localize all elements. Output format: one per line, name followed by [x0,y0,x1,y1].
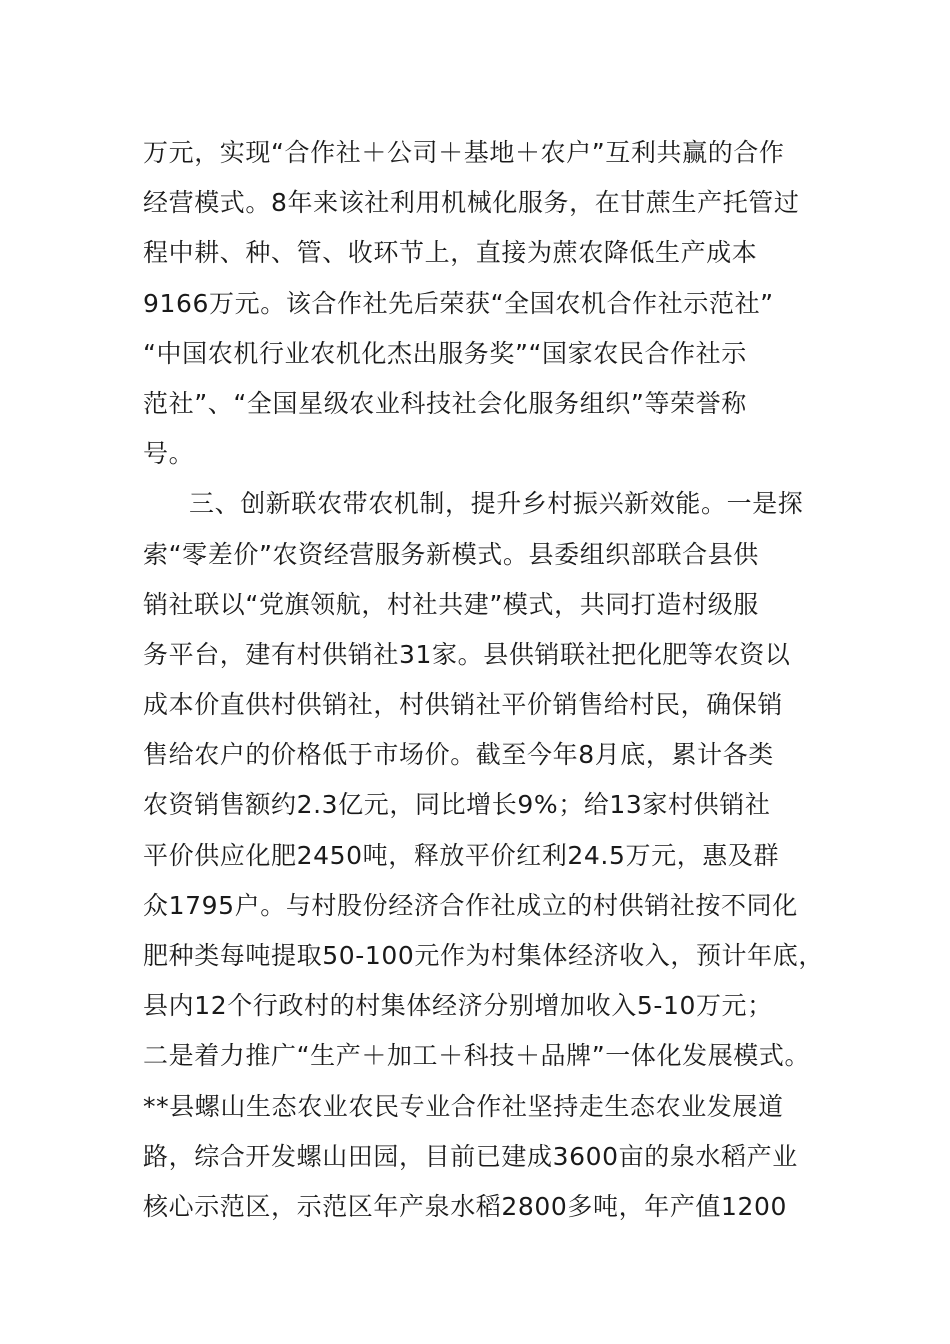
body-text [143,128,833,1232]
text-line: 平价供应化肥2450吨，释放平价红利24.5万元，惠及群 [143,840,780,870]
text-line: 众1795户。与村股份经济合作社成立的村供销社按不同化 [143,890,798,920]
section-heading-line: 三、创新联农带农机制，提升乡村振兴新效能。一是探 [189,489,804,519]
text-line: 核心示范区，示范区年产泉水稻2800多吨，年产值1200 [143,1191,788,1221]
text-line: 务平台，建有村供销社31家。县供销联社把化肥等农资以 [143,639,791,669]
text-line: 经营模式。8年来该社利用机械化服务，在甘蔗生产托管过 [143,188,800,218]
text-line: 号。 [143,439,195,469]
text-line: 农资销售额约2.3亿元，同比增长9%；给13家村供销社 [143,790,771,820]
text-line: 售给农户的价格低于市场价。截至今年8月底，累计各类 [143,740,774,770]
text-line: 二是着力推广“生产＋加工＋科技＋品牌”一体化发展模式。 [143,1041,811,1071]
text-line: **县螺山生态农业农民专业合作社坚持走生态农业发展道 [143,1091,784,1121]
text-line: 成本价直供村供销社，村供销社平价销售给村民，确保销 [143,690,784,720]
text-line: 路，综合开发螺山田园，目前已建成3600亩的泉水稻产业 [143,1141,798,1171]
text-line: “中国农机行业农机化杰出服务奖”“国家农民合作社示 [143,338,747,368]
text-line: 程中耕、种、管、收环节上，直接为蔗农降低生产成本 [143,238,758,268]
text-line: 9166万元。该合作社先后荣获“全国农机合作社示范社” [143,288,774,318]
text-line: 索“零差价”农资经营服务新模式。县委组织部联合县供 [143,539,759,569]
text-line: 范社”、“全国星级农业科技社会化服务组织”等荣誉称 [143,388,747,418]
text-line: 万元，实现“合作社＋公司＋基地＋农户”互利共赢的合作 [143,138,785,167]
text-line: 肥种类每吨提取50-100元作为村集体经济收入，预计年底， [143,941,824,970]
text-line: 县内12个行政村的村集体经济分别增加收入5-10万元； [143,991,773,1021]
text-line: 销社联以“党旗领航，村社共建”模式，共同打造村级服 [143,589,759,619]
